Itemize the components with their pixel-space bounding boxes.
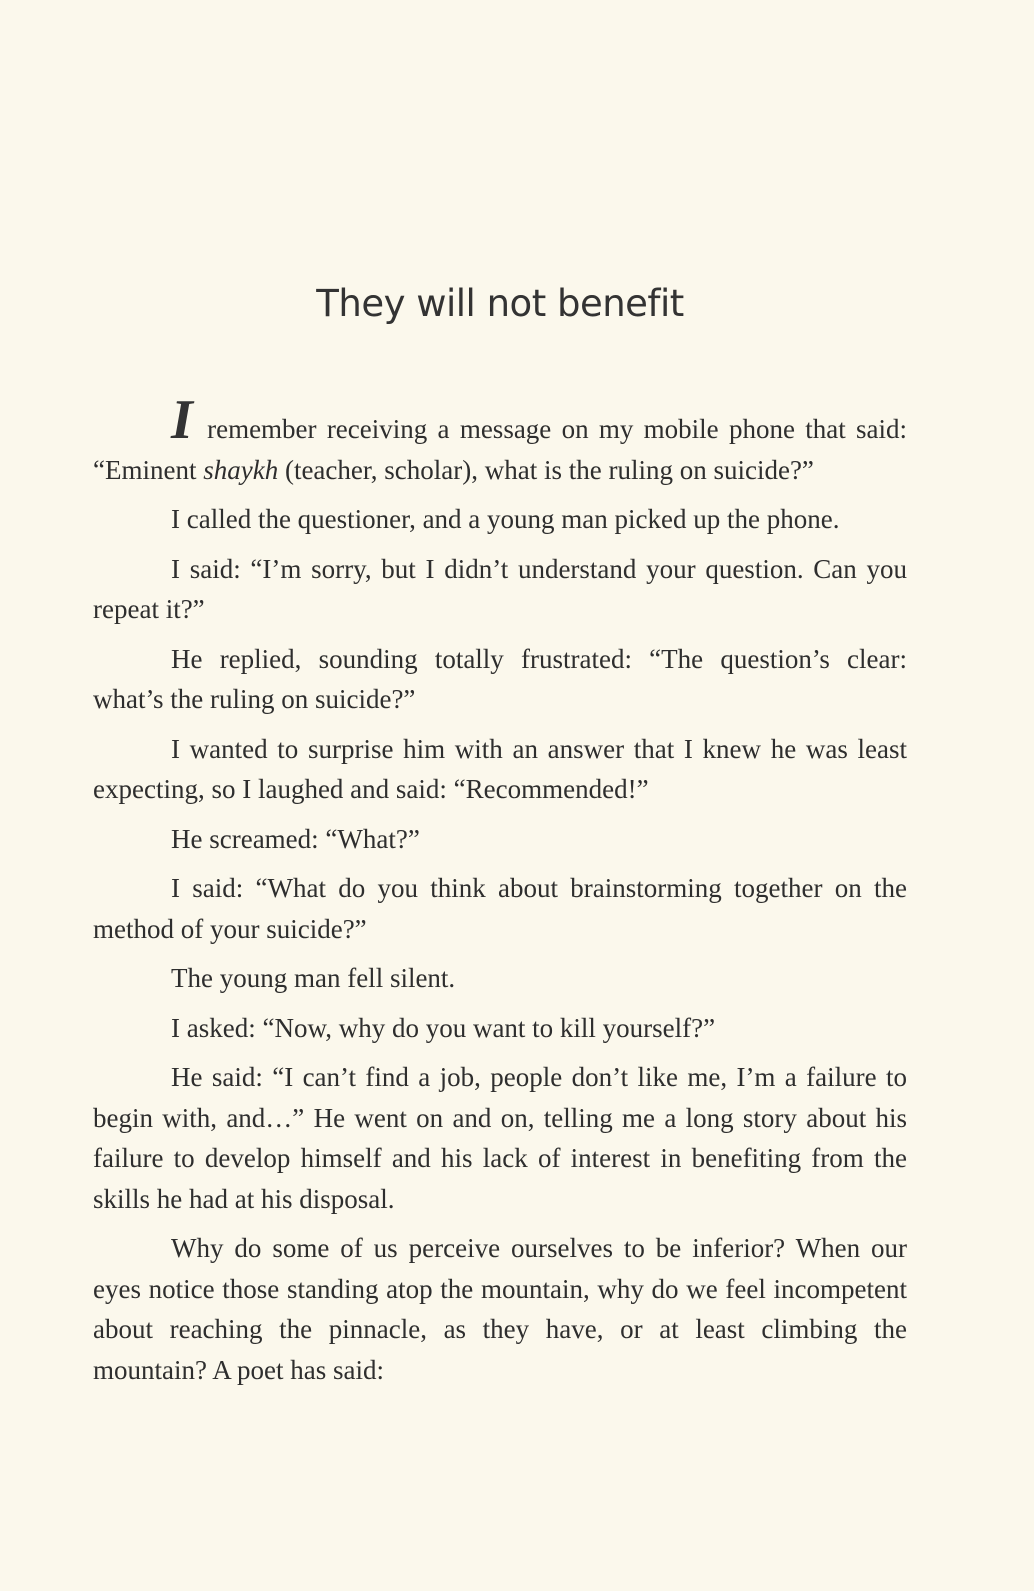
paragraph: [93, 389, 907, 490]
paragraph: I said: “What do you think about brainstorming together on the method of your suicide?”: [93, 873, 907, 944]
paragraph: The young man fell silent.: [171, 963, 456, 993]
paragraph: I asked: “Now, why do you want to kill yourself?”: [171, 1012, 716, 1043]
body-text: [93, 389, 907, 1399]
chapter-title: They will not benefit: [316, 282, 684, 325]
drop-cap: I: [171, 389, 193, 451]
paragraph-text: (teacher, scholar), what is the ruling on suicide?”: [278, 454, 814, 485]
italic-term: shaykh: [203, 454, 279, 485]
paragraph: I wanted to surprise him with an answer that I knew he was least expecting, so I laughed and said: “Recommended!”: [93, 733, 907, 804]
paragraph-text: remember receiving a message on my mobile phone that said: “Eminent: [93, 414, 907, 485]
paragraph: I said: “I’m sorry, but I didn’t understand your question. Can you repeat it?”: [93, 553, 907, 624]
paragraph: I called the questioner, and a young man picked up the phone.: [171, 504, 840, 534]
paragraph: He replied, sounding totally frustrated: “The question’s clear: what’s the ruling on suicide?”: [93, 643, 907, 714]
paragraph: Why do some of us perceive ourselves to be inferior? When our eyes notice those standing atop the mountain, why do we feel incompetent about reaching the pinnacle, as they have, or at least climbing the mountain? A poet has said:: [93, 1233, 907, 1385]
paragraph: He screamed: “What?”: [171, 823, 420, 854]
paragraph: He said: “I can’t find a job, people don’t like me, I’m a failure to begin with, and…” He went on and on, telling me a long story about his failure to develop himself and his lack of interest in benefiting from the skills he had at his disposal.: [93, 1062, 907, 1214]
